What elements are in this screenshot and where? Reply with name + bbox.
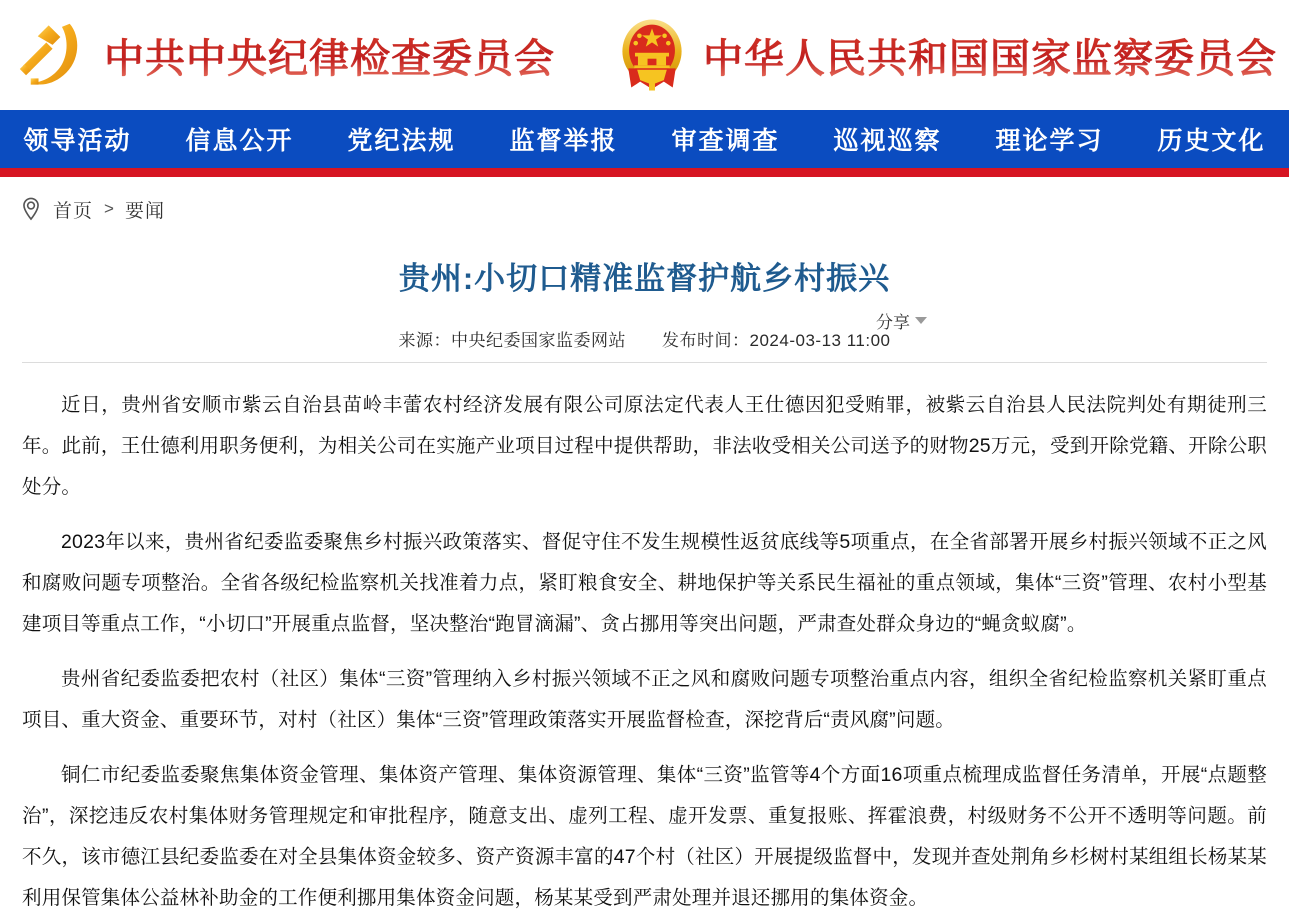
- source-value: 中央纪委国家监委网站: [451, 331, 627, 350]
- nav-item-leadership[interactable]: 领导活动: [23, 128, 132, 155]
- nav-item-history-culture[interactable]: 历史文化: [1157, 128, 1266, 155]
- masthead: [0, 0, 1289, 110]
- nav-item-party-discipline-regulations[interactable]: 党纪法规: [347, 128, 456, 155]
- nav-red-stripe: [0, 168, 1289, 177]
- meta-divider: [22, 362, 1267, 363]
- nav-item-supervision-reporting[interactable]: 监督举报: [509, 128, 618, 155]
- chevron-down-icon: [915, 317, 927, 324]
- party-emblem-hammer-sickle-icon: [12, 16, 90, 94]
- article-paragraph: 贵州省纪委监委把农村（社区）集体“三资”管理纳入乡村振兴领域不正之风和腐败问题专项整治重点内容，组织全省纪检监察机关紧盯重点项目、重大资金、重要环节，对村（社区）集体“三资”管理政策落实开展监督检查，深挖背后“责风腐”问题。: [22, 668, 1267, 731]
- source-label: 来源：: [398, 331, 452, 350]
- article-paragraph: 近日，贵州省安顺市紫云自治县苗岭丰蕾农村经济发展有限公司原法定代表人王仕德因犯受贿罪，被紫云自治县人民法院判处有期徒刑三年。此前，王仕德利用职务便利，为相关公司在实施产业项目过程中提供帮助，非法收受相关公司送予的财物25万元，受到开除党籍、开除公职处分。: [22, 394, 1267, 498]
- share-label: 分享: [876, 313, 910, 332]
- article-body: [22, 385, 1267, 919]
- main-navigation: [0, 110, 1289, 168]
- nav-item-inspection-patrol[interactable]: 巡视巡察: [833, 128, 942, 155]
- breadcrumb-separator: >: [104, 199, 114, 218]
- publish-value: 2024-03-13 11:00: [749, 331, 891, 350]
- breadcrumb-current[interactable]: 要闻: [124, 200, 165, 222]
- ccdi-brand[interactable]: [12, 16, 555, 94]
- article-paragraph: 铜仁市纪委监委聚焦集体资金管理、集体资产管理、集体资源管理、集体“三资”监管等4个方面16项重点梳理成监督任务清单，开展“点题整治”，深挖违反农村集体财务管理规定和审批程序，随意支出、虚列工程、虚开发票、重复报账、挥霍浪费，村级财务不公开不透明等问题。前不久，该市德江县纪委监委在对全县集体资金较多、资产资源丰富的47个村（社区）开展提级监督中，发现并查处荆角乡杉树村某组组长杨某某利用保管集体公益林补助金的工作便利挪用集体资金问题，杨某某受到严肃处理并退还挪用的集体资金。: [22, 764, 1267, 909]
- article-meta: [22, 313, 1267, 354]
- article: [0, 253, 1289, 919]
- nav-item-theory-study[interactable]: 理论学习: [995, 128, 1104, 155]
- nav-item-review-investigation[interactable]: 审查调查: [671, 128, 780, 155]
- national-emblem-icon: [615, 16, 689, 94]
- nsc-title: 中华人民共和国国家监察委员会: [703, 27, 1277, 84]
- article-paragraph: 2023年以来，贵州省纪委监委聚焦乡村振兴政策落实、督促守住不发生规模性返贫底线等5项重点，在全省部署开展乡村振兴领域不正之风和腐败问题专项整治。全省各级纪检监察机关找准着力点，紧盯粮食安全、耕地保护等关系民生福祉的重点领域，集体“三资”管理、农村小型基建项目等重点工作，“小切口”开展重点监督，坚决整治“跑冒滴漏”、贪占挪用等突出问题，严肃查处群众身边的“蝇贪蚁腐”。: [22, 531, 1267, 635]
- location-pin-icon: [18, 196, 44, 222]
- publish-label: 发布时间：: [662, 331, 750, 350]
- breadcrumb-home[interactable]: 首页: [53, 200, 94, 222]
- nav-item-information-disclosure[interactable]: 信息公开: [185, 128, 294, 155]
- share-button[interactable]: [876, 308, 927, 333]
- nsc-brand[interactable]: [615, 16, 1277, 94]
- page-title: 贵州:小切口精准监督护航乡村振兴: [398, 261, 891, 296]
- ccdi-title: 中共中央纪律检查委员会: [104, 27, 555, 84]
- breadcrumb: [0, 177, 1289, 222]
